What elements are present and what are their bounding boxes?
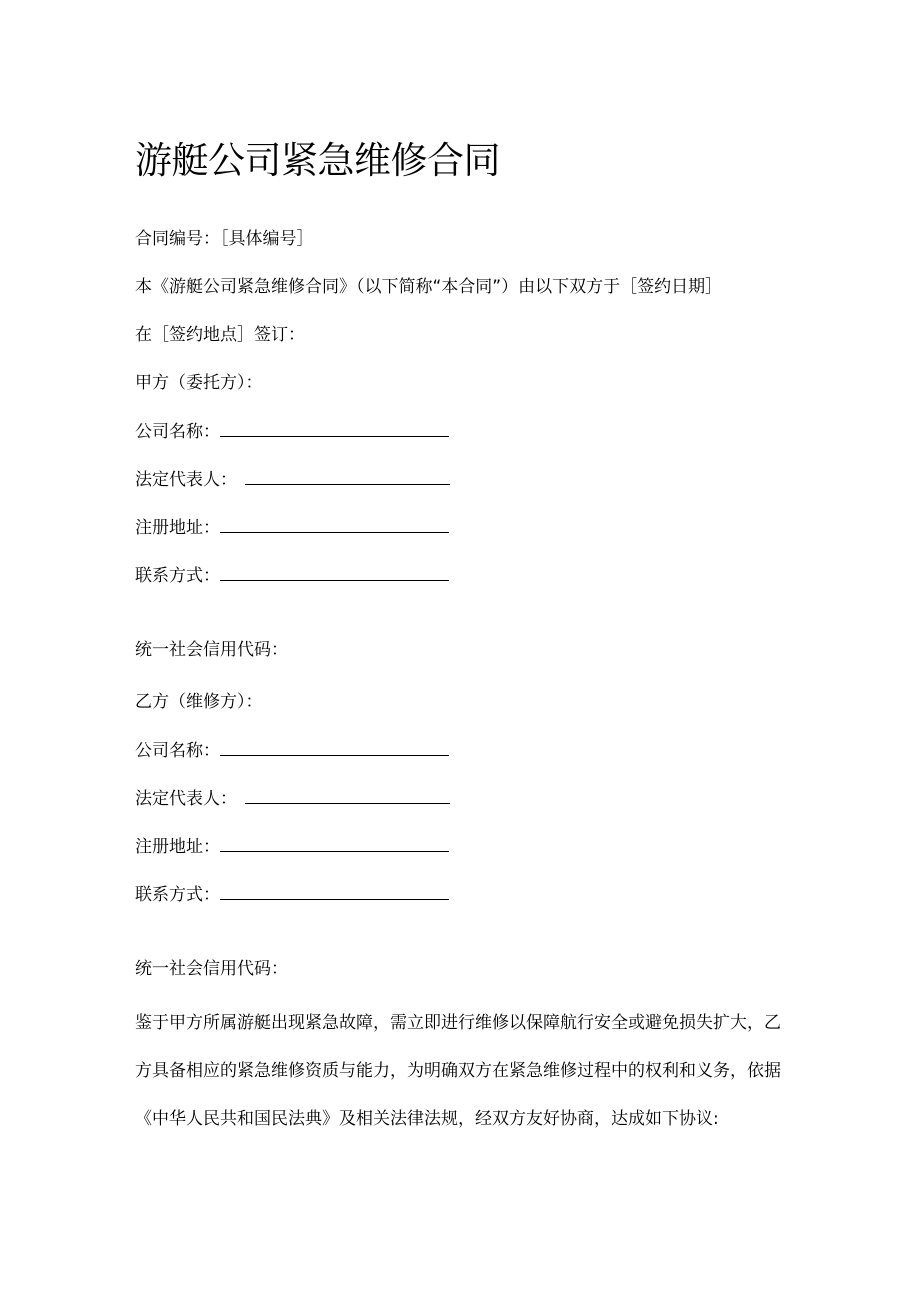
party-b-contact-blank xyxy=(220,882,449,900)
preamble-line-3: 《中华人民共和国民法典》及相关法律法规，经双方友好协商，达成如下协议: xyxy=(135,1109,719,1129)
party-b-address-label: 注册地址： xyxy=(135,837,220,857)
party-a-legal-rep-field xyxy=(135,467,450,492)
intro-line-1: 本《游艇公司紧急维修合同》（以下简称“本合同”）由以下双方于［签约日期］ xyxy=(135,277,723,297)
party-b-contact-field xyxy=(135,882,449,907)
party-b-legal-rep-blank xyxy=(245,786,450,804)
party-b-contact-label: 联系方式： xyxy=(135,885,220,905)
party-b-credit-code: 统一社会信用代码： xyxy=(135,959,288,979)
party-a-address-label: 注册地址： xyxy=(135,518,220,538)
party-a-company-name-label: 公司名称： xyxy=(135,422,220,442)
party-b-address-field xyxy=(135,834,449,859)
party-a-heading: 甲方（委托方）： xyxy=(135,373,263,393)
party-a-contact-label: 联系方式： xyxy=(135,566,220,586)
party-a-legal-rep-blank xyxy=(245,467,450,485)
party-b-heading: 乙方（维修方）： xyxy=(135,692,263,712)
party-a-contact-blank xyxy=(220,563,449,581)
preamble-paragraph xyxy=(135,1011,785,1131)
party-b-company-name-field xyxy=(135,738,449,763)
intro-line-2: 在［签约地点］签订： xyxy=(135,325,305,345)
party-b-company-name-label: 公司名称： xyxy=(135,741,220,761)
preamble-line-2: 方具备相应的紧急维修资质与能力，为明确双方在紧急维修过程中的权利和义务，依据 xyxy=(135,1061,781,1081)
contract-number: 合同编号：［具体编号］ xyxy=(135,229,314,249)
party-a-company-name-blank xyxy=(220,419,449,437)
party-b-legal-rep-field xyxy=(135,786,450,811)
party-b-legal-rep-label: 法定代表人： xyxy=(135,789,237,809)
party-a-company-name-field xyxy=(135,419,449,444)
party-a-contact-field xyxy=(135,563,449,588)
party-a-address-field xyxy=(135,515,449,540)
party-b-company-name-blank xyxy=(220,738,449,756)
page-title: 游艇公司紧急维修合同 xyxy=(135,139,500,182)
party-a-address-blank xyxy=(220,515,449,533)
party-a-credit-code: 统一社会信用代码： xyxy=(135,640,288,660)
party-a-legal-rep-label: 法定代表人： xyxy=(135,470,237,490)
preamble-line-1: 鉴于甲方所属游艇出现紧急故障，需立即进行维修以保障航行安全或避免损失扩大，乙 xyxy=(135,1013,781,1033)
party-b-address-blank xyxy=(220,834,449,852)
